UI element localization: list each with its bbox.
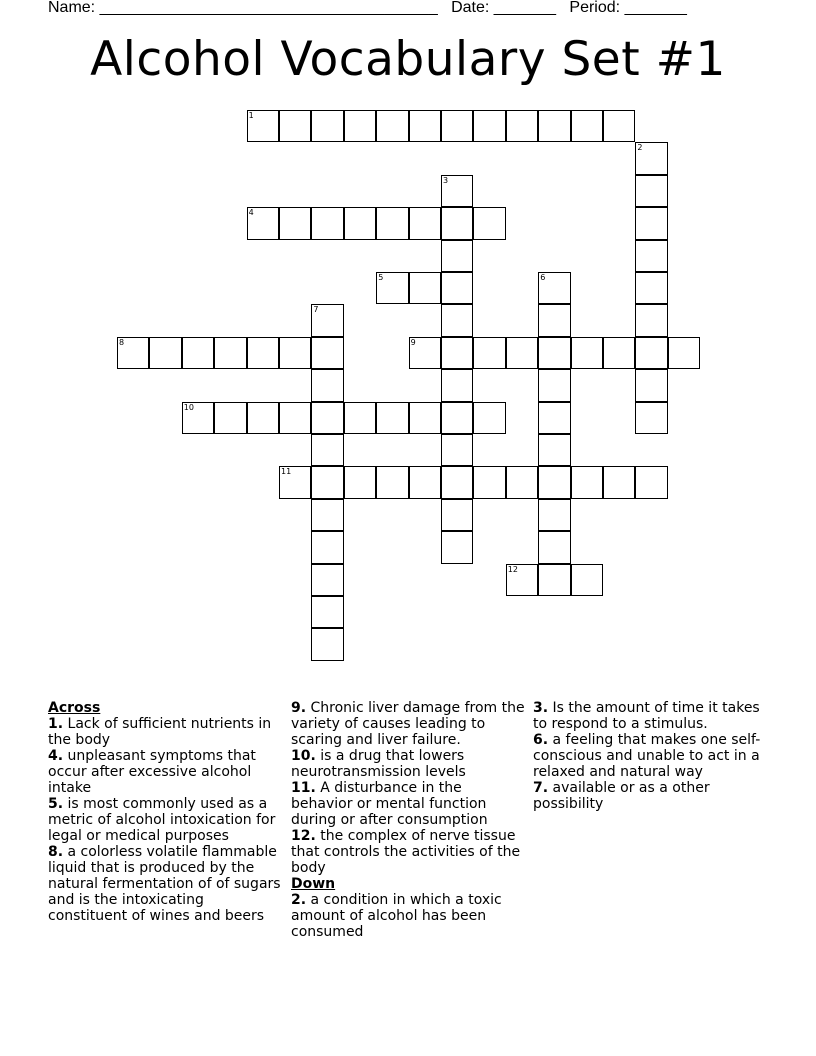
grid-cell[interactable] [311, 304, 343, 336]
grid-cell[interactable] [247, 207, 279, 239]
clue-across-4: 4. unpleasant symptoms that occur after excessive alcohol intake [48, 748, 256, 796]
period-field[interactable]: _______ [624, 0, 687, 16]
grid-cell[interactable] [538, 304, 570, 336]
grid-cell[interactable] [311, 596, 343, 628]
grid-cell[interactable] [506, 466, 538, 498]
grid-cell[interactable] [376, 402, 408, 434]
grid-cell[interactable] [441, 337, 473, 369]
grid-cell[interactable] [182, 402, 214, 434]
grid-cell[interactable] [538, 369, 570, 401]
grid-cell[interactable] [635, 142, 667, 174]
date-field[interactable]: _______ [493, 0, 557, 16]
grid-cell[interactable] [603, 466, 635, 498]
clue-across-5: 5. is most commonly used as a metric of alcohol intoxication for legal or medical purposes [48, 796, 276, 844]
clue-number: 8 [119, 337, 125, 347]
grid-cell[interactable] [279, 466, 311, 498]
grid-cell[interactable] [247, 402, 279, 434]
grid-cell[interactable] [473, 402, 505, 434]
grid-cell[interactable] [149, 337, 181, 369]
grid-cell[interactable] [635, 466, 667, 498]
grid-cell[interactable] [635, 272, 667, 304]
grid-cell[interactable] [538, 531, 570, 563]
grid-cell[interactable] [409, 110, 441, 142]
grid-cell[interactable] [376, 110, 408, 142]
grid-cell[interactable] [311, 110, 343, 142]
grid-cell[interactable] [473, 337, 505, 369]
grid-cell[interactable] [409, 272, 441, 304]
grid-cell[interactable] [344, 466, 376, 498]
clue-down-7: 7. available or as a other possibility [533, 780, 710, 812]
clue-down-6: 6. a feeling that makes one self-conscious and unable to act in a relaxed and natural way [533, 732, 761, 780]
grid-cell[interactable] [311, 466, 343, 498]
clue-number: 10 [183, 402, 194, 412]
clue-number: 9 [410, 337, 416, 347]
page-title: Alcohol Vocabulary Set #1 [90, 32, 726, 87]
grid-cell[interactable] [376, 207, 408, 239]
name-field[interactable]: ______________________________________ [99, 0, 438, 16]
clue-across-1: 1. Lack of sufficient nutrients in the body [48, 716, 272, 748]
grid-cell[interactable] [441, 369, 473, 401]
grid-cell[interactable] [441, 207, 473, 239]
grid-cell[interactable] [473, 466, 505, 498]
grid-cell[interactable] [506, 110, 538, 142]
clue-column-1 [48, 700, 284, 924]
clue-number: 6 [540, 273, 546, 282]
grid-cell[interactable] [279, 402, 311, 434]
grid-cell[interactable] [344, 207, 376, 239]
grid-cell[interactable] [571, 466, 603, 498]
grid-cell[interactable] [441, 304, 473, 336]
grid-cell[interactable] [635, 207, 667, 239]
clue-across-8: 8. a colorless volatile flammable liquid that is produced by the natural fermentation of of sugars and is the intoxicating constituent of wines and beers [48, 844, 281, 924]
grid-cell[interactable] [279, 337, 311, 369]
grid-cell[interactable] [635, 240, 667, 272]
grid-cell[interactable] [635, 175, 667, 207]
grid-cell[interactable] [311, 402, 343, 434]
grid-cell[interactable] [441, 434, 473, 466]
grid-cell[interactable] [441, 110, 473, 142]
date-label: Date: [451, 0, 490, 16]
grid-cell[interactable] [635, 369, 667, 401]
grid-cell[interactable] [409, 466, 441, 498]
grid-cell[interactable] [538, 272, 570, 304]
grid-cell[interactable] [441, 240, 473, 272]
across-heading: Across [48, 700, 101, 716]
grid-cell[interactable] [117, 337, 149, 369]
grid-cell[interactable] [538, 434, 570, 466]
grid-cell[interactable] [214, 402, 246, 434]
grid-cell[interactable] [668, 337, 700, 369]
grid-cell[interactable] [603, 110, 635, 142]
grid-cell[interactable] [441, 531, 473, 563]
grid-cell[interactable] [344, 110, 376, 142]
clue-down-3: 3. Is the amount of time it takes to respond to a stimulus. [533, 700, 760, 732]
grid-cell[interactable] [311, 628, 343, 660]
clue-column-3 [533, 700, 769, 812]
name-label: Name: [48, 0, 96, 16]
grid-cell[interactable] [376, 466, 408, 498]
grid-cell[interactable] [409, 337, 441, 369]
clue-number: 11 [281, 467, 292, 477]
grid-cell[interactable] [635, 402, 667, 434]
grid-cell[interactable] [441, 175, 473, 207]
grid-cell[interactable] [538, 402, 570, 434]
grid-cell[interactable] [279, 207, 311, 239]
grid-cell[interactable] [441, 466, 473, 498]
grid-cell[interactable] [182, 337, 214, 369]
grid-cell[interactable] [538, 337, 570, 369]
grid-cell[interactable] [506, 337, 538, 369]
clue-down-2: 2. a condition in which a toxic amount of alcohol has been consumed [291, 892, 502, 940]
grid-cell[interactable] [311, 337, 343, 369]
clue-number: 3 [443, 175, 449, 185]
grid-cell[interactable] [441, 499, 473, 531]
grid-cell[interactable] [635, 337, 667, 369]
clue-number: 7 [313, 305, 319, 315]
grid-cell[interactable] [571, 564, 603, 596]
grid-cell[interactable] [311, 564, 343, 596]
grid-cell[interactable] [409, 402, 441, 434]
grid-cell[interactable] [538, 110, 570, 142]
grid-cell[interactable] [311, 207, 343, 239]
grid-cell[interactable] [311, 434, 343, 466]
grid-cell[interactable] [311, 499, 343, 531]
clue-across-12: 12. the complex of nerve tissue that controls the activities of the body [291, 828, 521, 876]
clue-across-11: 11. A disturbance in the behavior or mental function during or after consumption [291, 780, 488, 828]
grid-cell[interactable] [441, 272, 473, 304]
grid-cell[interactable] [473, 207, 505, 239]
grid-cell[interactable] [538, 564, 570, 596]
period-label: Period: [569, 0, 621, 16]
grid-cell[interactable] [247, 110, 279, 142]
clue-number: 4 [248, 208, 254, 218]
grid-cell[interactable] [571, 110, 603, 142]
grid-cell[interactable] [603, 337, 635, 369]
grid-cell[interactable] [311, 531, 343, 563]
grid-cell[interactable] [214, 337, 246, 369]
grid-cell[interactable] [571, 337, 603, 369]
grid-cell[interactable] [344, 402, 376, 434]
grid-cell[interactable] [247, 337, 279, 369]
grid-cell[interactable] [279, 110, 311, 142]
clue-number: 5 [378, 273, 384, 282]
grid-cell[interactable] [441, 402, 473, 434]
grid-cell[interactable] [473, 110, 505, 142]
clue-number: 12 [507, 564, 518, 574]
grid-cell[interactable] [311, 369, 343, 401]
grid-cell[interactable] [376, 272, 408, 304]
grid-cell[interactable] [409, 207, 441, 239]
grid-cell[interactable] [538, 499, 570, 531]
grid-cell[interactable] [506, 564, 538, 596]
clue-column-2 [291, 700, 527, 940]
clue-across-9: 9. Chronic liver damage from the variety of causes leading to scaring and liver failure. [291, 700, 525, 748]
grid-cell[interactable] [538, 466, 570, 498]
down-heading: Down [291, 876, 336, 892]
clue-number: 1 [248, 111, 254, 120]
clue-across-10: 10. is a drug that lowers neurotransmission levels [291, 748, 466, 780]
clue-number: 2 [637, 143, 643, 153]
grid-cell[interactable] [635, 304, 667, 336]
